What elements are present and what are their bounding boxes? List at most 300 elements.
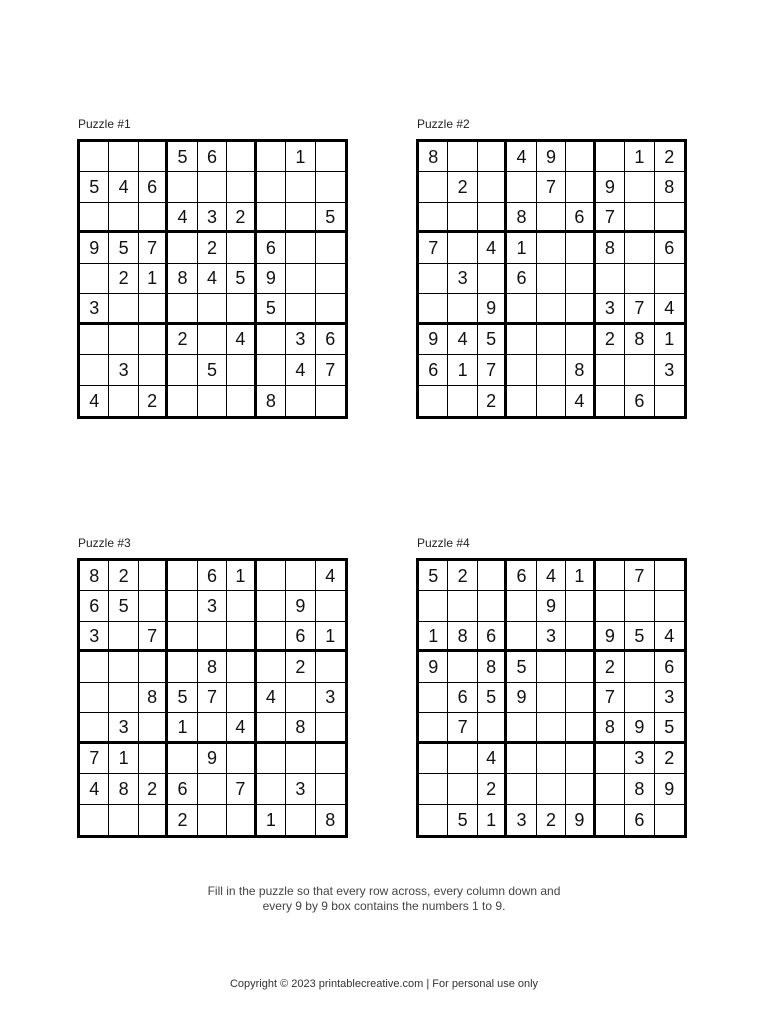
sudoku-cell: 7 — [139, 622, 168, 652]
sudoku-cell — [198, 386, 227, 416]
sudoku-cell — [507, 744, 536, 774]
sudoku-cell: 5 — [198, 355, 227, 385]
sudoku-cell — [566, 622, 595, 652]
sudoku-cell: 7 — [596, 203, 625, 233]
sudoku-cell — [566, 294, 595, 324]
sudoku-cell — [625, 683, 654, 713]
sudoku-cell — [139, 203, 168, 233]
sudoku-cell: 6 — [168, 774, 197, 804]
sudoku-cell: 9 — [198, 744, 227, 774]
sudoku-cell — [227, 683, 256, 713]
sudoku-cell — [448, 591, 477, 621]
sudoku-cell — [139, 744, 168, 774]
sudoku-cell: 4 — [227, 713, 256, 743]
sudoku-cell — [448, 744, 477, 774]
sudoku-cell — [80, 325, 109, 355]
sudoku-cell — [478, 561, 507, 591]
sudoku-cell: 2 — [448, 561, 477, 591]
sudoku-cell: 2 — [596, 652, 625, 682]
sudoku-cell — [419, 203, 448, 233]
sudoku-cell — [478, 142, 507, 172]
sudoku-cell — [655, 805, 684, 835]
sudoku-cell — [109, 652, 138, 682]
sudoku-cell: 4 — [316, 561, 345, 591]
sudoku-cell — [419, 683, 448, 713]
sudoku-cell — [139, 561, 168, 591]
sudoku-cell: 6 — [139, 172, 168, 202]
sudoku-cell: 9 — [596, 172, 625, 202]
sudoku-cell — [316, 142, 345, 172]
sudoku-cell — [227, 172, 256, 202]
sudoku-cell: 4 — [80, 386, 109, 416]
sudoku-cell: 4 — [478, 744, 507, 774]
sudoku-cell — [537, 683, 566, 713]
sudoku-cell: 4 — [478, 233, 507, 263]
sudoku-cell — [596, 591, 625, 621]
sudoku-cell — [537, 713, 566, 743]
sudoku-cell — [316, 264, 345, 294]
sudoku-cell — [596, 264, 625, 294]
sudoku-cell — [596, 561, 625, 591]
sudoku-cell: 3 — [655, 683, 684, 713]
sudoku-cell — [448, 294, 477, 324]
sudoku-cell: 3 — [625, 744, 654, 774]
sudoku-cell: 7 — [625, 294, 654, 324]
sudoku-cell: 9 — [80, 233, 109, 263]
sudoku-cell — [537, 264, 566, 294]
sudoku-cell — [139, 652, 168, 682]
sudoku-cell: 5 — [448, 805, 477, 835]
sudoku-cell: 7 — [537, 172, 566, 202]
sudoku-cell: 5 — [109, 233, 138, 263]
sudoku-cell: 9 — [286, 591, 315, 621]
sudoku-cell — [168, 233, 197, 263]
sudoku-cell: 2 — [109, 561, 138, 591]
sudoku-cell: 5 — [168, 683, 197, 713]
sudoku-cell — [625, 591, 654, 621]
sudoku-cell: 2 — [139, 774, 168, 804]
sudoku-cell: 4 — [507, 142, 536, 172]
sudoku-cell: 9 — [507, 683, 536, 713]
sudoku-cell — [655, 591, 684, 621]
sudoku-cell: 7 — [419, 233, 448, 263]
sudoku-cell — [198, 774, 227, 804]
sudoku-cell: 4 — [566, 386, 595, 416]
sudoku-cell — [478, 591, 507, 621]
sudoku-cell: 8 — [80, 561, 109, 591]
sudoku-cell: 2 — [168, 325, 197, 355]
sudoku-cell: 9 — [478, 294, 507, 324]
instructions-line-2: every 9 by 9 box contains the numbers 1 to 9. — [262, 899, 506, 913]
sudoku-cell — [227, 652, 256, 682]
sudoku-cell: 1 — [478, 805, 507, 835]
sudoku-cell: 7 — [198, 683, 227, 713]
sudoku-cell — [507, 713, 536, 743]
sudoku-cell — [537, 652, 566, 682]
sudoku-cell — [198, 172, 227, 202]
sudoku-cell — [625, 172, 654, 202]
sudoku-cell — [257, 713, 286, 743]
sudoku-cell — [80, 264, 109, 294]
sudoku-cell: 8 — [168, 264, 197, 294]
sudoku-cell: 3 — [596, 294, 625, 324]
sudoku-cell — [419, 172, 448, 202]
sudoku-cell: 4 — [537, 561, 566, 591]
sudoku-cell: 3 — [655, 355, 684, 385]
sudoku-cell: 4 — [109, 172, 138, 202]
sudoku-cell — [448, 203, 477, 233]
sudoku-cell — [596, 805, 625, 835]
instructions — [184, 884, 584, 914]
sudoku-cell — [109, 325, 138, 355]
sudoku-cell — [596, 774, 625, 804]
sudoku-cell: 5 — [507, 652, 536, 682]
sudoku-cell — [448, 652, 477, 682]
sudoku-cell — [316, 652, 345, 682]
sudoku-cell — [448, 774, 477, 804]
sudoku-cell: 9 — [419, 652, 448, 682]
sudoku-cell: 1 — [257, 805, 286, 835]
sudoku-cell — [257, 561, 286, 591]
instructions-line-1: Fill in the puzzle so that every row across, every column down and — [207, 884, 561, 898]
sudoku-cell: 4 — [168, 203, 197, 233]
sudoku-cell — [109, 622, 138, 652]
sudoku-cell — [198, 622, 227, 652]
sudoku-cell: 1 — [109, 744, 138, 774]
sudoku-cell: 5 — [655, 713, 684, 743]
sudoku-cell: 9 — [257, 264, 286, 294]
sudoku-cell: 6 — [419, 355, 448, 385]
sudoku-cell — [507, 774, 536, 804]
sudoku-cell: 9 — [537, 591, 566, 621]
sudoku-cell: 6 — [286, 622, 315, 652]
sudoku-cell: 6 — [507, 561, 536, 591]
sudoku-cell — [257, 172, 286, 202]
sudoku-cell — [168, 172, 197, 202]
sudoku-cell — [537, 386, 566, 416]
sudoku-cell — [537, 203, 566, 233]
sudoku-cell: 8 — [198, 652, 227, 682]
sudoku-cell — [227, 622, 256, 652]
sudoku-cell — [286, 203, 315, 233]
sudoku-cell: 8 — [625, 774, 654, 804]
sudoku-cell: 8 — [596, 713, 625, 743]
sudoku-cell: 5 — [257, 294, 286, 324]
sudoku-cell: 1 — [448, 355, 477, 385]
sudoku-cell: 8 — [507, 203, 536, 233]
sudoku-cell — [478, 713, 507, 743]
sudoku-cell: 9 — [566, 805, 595, 835]
sudoku-cell — [596, 355, 625, 385]
sudoku-cell: 5 — [168, 142, 197, 172]
sudoku-cell — [257, 652, 286, 682]
sudoku-cell: 4 — [286, 355, 315, 385]
sudoku-cell: 1 — [139, 264, 168, 294]
sudoku-cell: 2 — [109, 264, 138, 294]
sudoku-cell — [566, 264, 595, 294]
sudoku-cell: 1 — [168, 713, 197, 743]
sudoku-cell: 8 — [655, 172, 684, 202]
sudoku-cell: 3 — [198, 203, 227, 233]
sudoku-cell: 1 — [316, 622, 345, 652]
sudoku-cell — [625, 355, 654, 385]
sudoku-cell — [198, 294, 227, 324]
sudoku-cell — [566, 172, 595, 202]
sudoku-cell: 8 — [478, 652, 507, 682]
sudoku-cell — [537, 325, 566, 355]
sudoku-cell — [448, 386, 477, 416]
sudoku-cell: 8 — [625, 325, 654, 355]
sudoku-cell: 5 — [478, 325, 507, 355]
sudoku-cell — [419, 591, 448, 621]
sudoku-cell — [537, 355, 566, 385]
sudoku-cell — [80, 805, 109, 835]
sudoku-cell — [625, 652, 654, 682]
sudoku-cell — [566, 774, 595, 804]
sudoku-cell: 5 — [625, 622, 654, 652]
sudoku-cell: 3 — [448, 264, 477, 294]
sudoku-cell — [655, 386, 684, 416]
sudoku-cell: 2 — [286, 652, 315, 682]
sudoku-cell — [80, 355, 109, 385]
sudoku-cell — [655, 561, 684, 591]
sudoku-cell — [478, 264, 507, 294]
sudoku-cell — [227, 805, 256, 835]
sudoku-cell — [139, 355, 168, 385]
sudoku-cell — [109, 683, 138, 713]
sudoku-cell — [286, 172, 315, 202]
sudoku-cell: 3 — [80, 294, 109, 324]
sudoku-cell — [227, 591, 256, 621]
sudoku-cell: 2 — [227, 203, 256, 233]
sudoku-cell: 8 — [419, 142, 448, 172]
sudoku-cell: 9 — [537, 142, 566, 172]
sudoku-cell — [566, 744, 595, 774]
sudoku-cell: 3 — [109, 713, 138, 743]
sudoku-cell — [139, 142, 168, 172]
sudoku-cell — [537, 744, 566, 774]
sudoku-cell — [286, 264, 315, 294]
sudoku-grid — [416, 558, 687, 838]
sudoku-cell: 2 — [655, 142, 684, 172]
sudoku-cell — [168, 386, 197, 416]
copyright-notice: Copyright © 2023 printablecreative.com | For personal use only — [229, 978, 539, 990]
sudoku-cell — [257, 355, 286, 385]
sudoku-cell: 2 — [537, 805, 566, 835]
sudoku-cell — [316, 172, 345, 202]
sudoku-cell: 7 — [448, 713, 477, 743]
sudoku-cell — [448, 233, 477, 263]
sudoku-cell — [168, 622, 197, 652]
sudoku-cell: 6 — [625, 805, 654, 835]
sudoku-cell: 6 — [198, 142, 227, 172]
sudoku-cell — [316, 713, 345, 743]
sudoku-cell — [316, 744, 345, 774]
sudoku-cell — [80, 203, 109, 233]
sudoku-cell: 8 — [325, 809, 336, 830]
sudoku-cell: 9 — [596, 622, 625, 652]
sudoku-cell — [566, 142, 595, 172]
sudoku-cell: 9 — [625, 713, 654, 743]
sudoku-cell — [419, 713, 448, 743]
sudoku-cell: 2 — [139, 386, 168, 416]
sudoku-cell: 8 — [448, 622, 477, 652]
sudoku-cell — [419, 264, 448, 294]
sudoku-cell: 9 — [655, 774, 684, 804]
sudoku-cell: 8 — [257, 386, 286, 416]
sudoku-cell — [286, 233, 315, 263]
sudoku-cell — [286, 805, 315, 835]
sudoku-cell: 5 — [80, 172, 109, 202]
sudoku-cell: 4 — [448, 325, 477, 355]
sudoku-cell — [566, 713, 595, 743]
sudoku-cell: 6 — [478, 622, 507, 652]
sudoku-cell — [198, 713, 227, 743]
sudoku-cell: 1 — [227, 561, 256, 591]
sudoku-cell: 6 — [625, 386, 654, 416]
sudoku-cell — [537, 774, 566, 804]
sudoku-cell — [198, 805, 227, 835]
sudoku-cell — [257, 774, 286, 804]
sudoku-cell: 2 — [478, 774, 507, 804]
sudoku-cell: 3 — [198, 591, 227, 621]
sudoku-cell — [316, 386, 345, 416]
sudoku-cell: 4 — [80, 774, 109, 804]
sudoku-cell: 5 — [316, 203, 345, 233]
sudoku-cell — [507, 294, 536, 324]
sudoku-cell — [227, 386, 256, 416]
sudoku-cell: 6 — [566, 203, 595, 233]
sudoku-cell — [566, 325, 595, 355]
sudoku-cell — [286, 386, 315, 416]
sudoku-cell: 8 — [596, 233, 625, 263]
sudoku-cell: 1 — [566, 561, 595, 591]
sudoku-cell: 4 — [257, 683, 286, 713]
sudoku-cell: 8 — [109, 774, 138, 804]
sudoku-cell: 5 — [109, 591, 138, 621]
sudoku-cell — [316, 591, 345, 621]
sudoku-cell — [507, 355, 536, 385]
sudoku-cell: 3 — [80, 622, 109, 652]
sudoku-cell: 7 — [80, 744, 109, 774]
sudoku-cell — [507, 591, 536, 621]
sudoku-cell — [227, 294, 256, 324]
sudoku-cell — [80, 652, 109, 682]
sudoku-cell — [596, 744, 625, 774]
sudoku-cell — [448, 142, 477, 172]
sudoku-cell — [625, 264, 654, 294]
sudoku-cell — [537, 233, 566, 263]
sudoku-cell — [139, 294, 168, 324]
sudoku-cell: 2 — [168, 805, 197, 835]
sudoku-cell: 1 — [286, 142, 315, 172]
sudoku-cell — [419, 386, 448, 416]
sudoku-cell — [257, 203, 286, 233]
sudoku-cell — [507, 172, 536, 202]
sudoku-cell — [109, 294, 138, 324]
sudoku-cell — [566, 683, 595, 713]
sudoku-cell — [227, 142, 256, 172]
sudoku-cell — [80, 683, 109, 713]
sudoku-cell: 8 — [566, 355, 595, 385]
sudoku-cell — [139, 713, 168, 743]
sudoku-cell — [316, 233, 345, 263]
sudoku-cell — [109, 805, 138, 835]
sudoku-cell — [655, 203, 684, 233]
sudoku-cell: 6 — [655, 233, 684, 263]
sudoku-cell: 4 — [227, 325, 256, 355]
sudoku-cell — [507, 386, 536, 416]
sudoku-cell — [257, 744, 286, 774]
sudoku-cell — [419, 744, 448, 774]
sudoku-cell — [286, 683, 315, 713]
sudoku-cell — [286, 744, 315, 774]
sudoku-cell: 6 — [257, 233, 286, 263]
sudoku-cell — [168, 561, 197, 591]
sudoku-cell — [478, 172, 507, 202]
sudoku-cell: 8 — [286, 713, 315, 743]
sudoku-cell — [257, 142, 286, 172]
sudoku-cell — [168, 355, 197, 385]
sudoku-cell: 6 — [655, 652, 684, 682]
sudoku-cell — [139, 591, 168, 621]
puzzle-label: Puzzle #2 — [417, 117, 470, 131]
sudoku-cell — [109, 142, 138, 172]
sudoku-cell — [139, 805, 168, 835]
sudoku-cell: 2 — [198, 233, 227, 263]
sudoku-cell: 3 — [507, 805, 536, 835]
sudoku-cell — [596, 142, 625, 172]
sudoku-cell — [625, 203, 654, 233]
sudoku-cell: 1 — [655, 325, 684, 355]
sudoku-cell: 2 — [655, 744, 684, 774]
sudoku-cell: 3 — [316, 683, 345, 713]
sudoku-cell — [566, 591, 595, 621]
sudoku-cell — [419, 774, 448, 804]
sudoku-grid — [77, 558, 348, 838]
sudoku-cell — [655, 264, 684, 294]
sudoku-cell: 6 — [198, 561, 227, 591]
sudoku-cell — [316, 774, 345, 804]
sudoku-cell: 8 — [139, 683, 168, 713]
sudoku-cell: 2 — [478, 386, 507, 416]
sudoku-cell: 5 — [227, 264, 256, 294]
sudoku-cell: 2 — [596, 325, 625, 355]
sudoku-cell — [596, 386, 625, 416]
sudoku-cell: 7 — [227, 774, 256, 804]
sudoku-cell — [227, 233, 256, 263]
sudoku-cell — [257, 325, 286, 355]
sudoku-cell — [80, 713, 109, 743]
sudoku-cell: 2 — [448, 172, 477, 202]
sudoku-cell: 6 — [316, 325, 345, 355]
sudoku-cell: 1 — [507, 233, 536, 263]
sudoku-cell: 7 — [596, 683, 625, 713]
sudoku-cell — [625, 233, 654, 263]
sudoku-cell — [566, 233, 595, 263]
sudoku-cell: 3 — [286, 325, 315, 355]
sudoku-cell: 1 — [625, 142, 654, 172]
sudoku-cell — [257, 591, 286, 621]
puzzle-label: Puzzle #4 — [417, 536, 470, 550]
sudoku-cell — [139, 325, 168, 355]
sudoku-cell: 1 — [419, 622, 448, 652]
puzzle-label: Puzzle #3 — [78, 536, 131, 550]
sudoku-cell — [168, 294, 197, 324]
sudoku-cell: 9 — [419, 325, 448, 355]
sudoku-cell: 3 — [286, 774, 315, 804]
sudoku-cell — [419, 805, 448, 835]
